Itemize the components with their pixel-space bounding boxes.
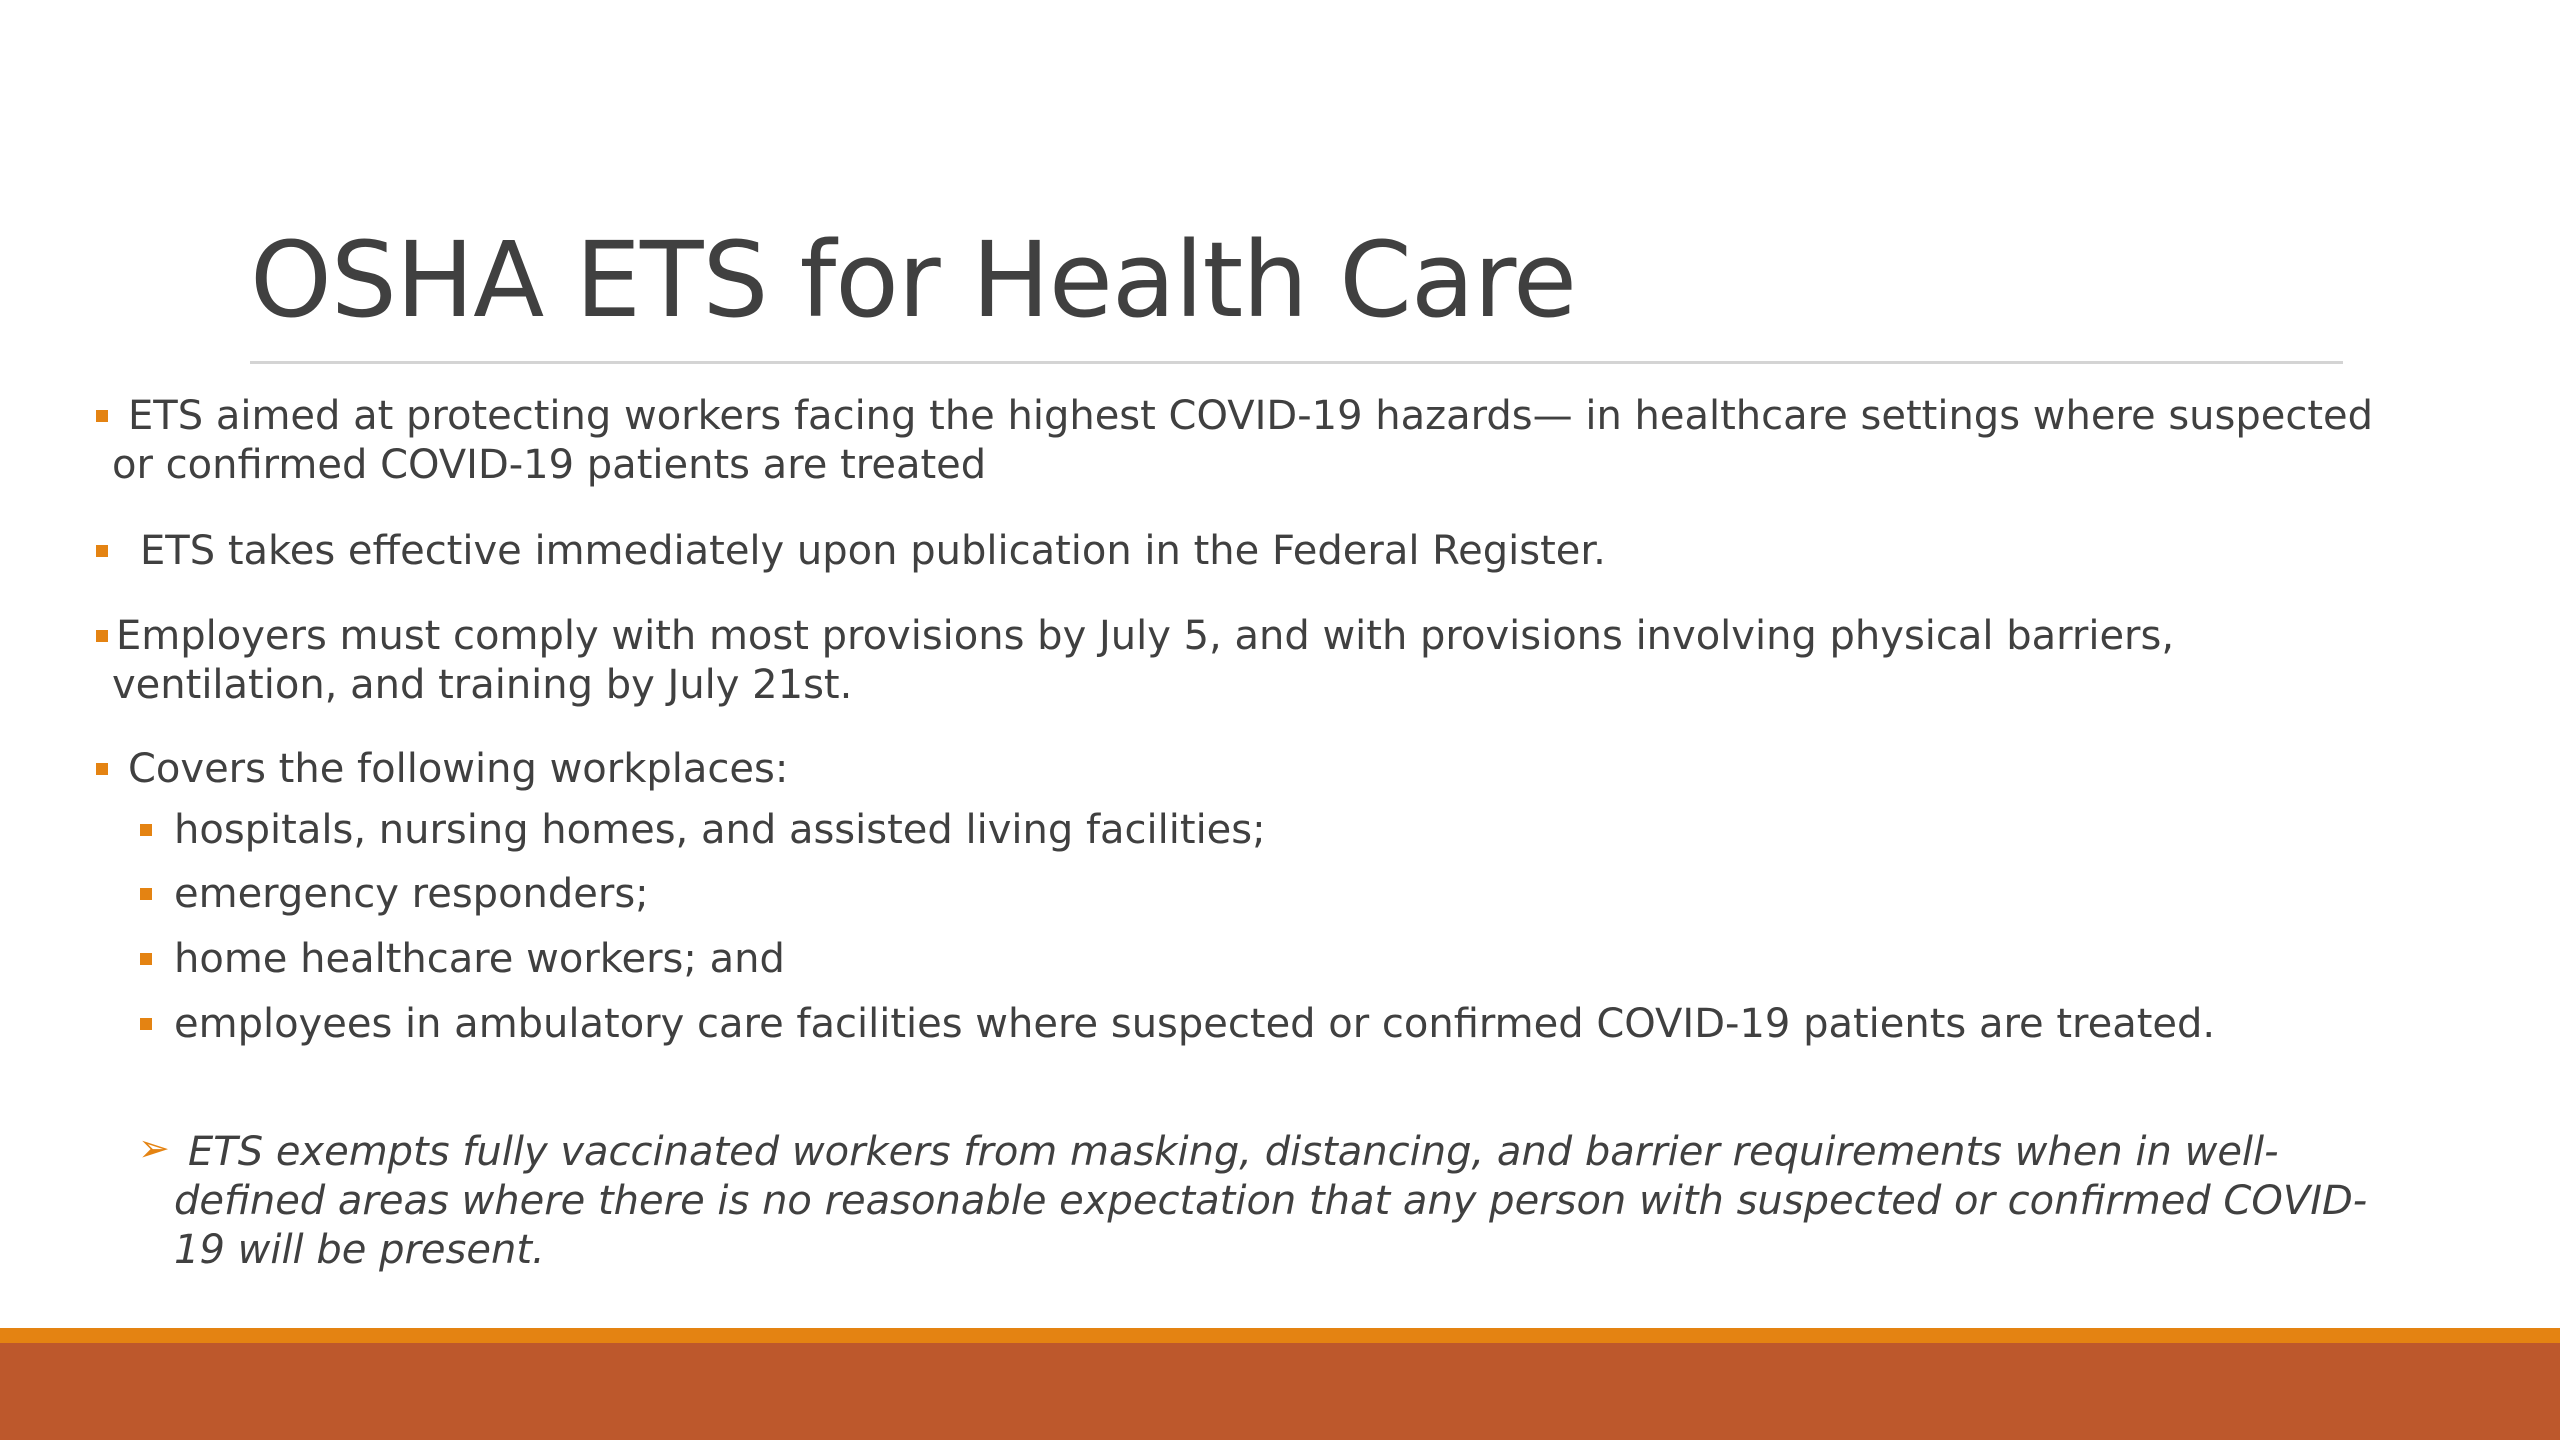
bullet-line: Employers must comply with most provisions by July 5, and with provisions involving physical barriers, (116, 613, 2175, 659)
square-bullet-icon (140, 1018, 152, 1030)
bullet-line: ETS takes effective immediately upon publication in the Federal Register. (140, 528, 1606, 574)
square-bullet-icon (96, 763, 108, 775)
sub-item-text: emergency responders; (174, 871, 649, 917)
bullet-line: ventilation, and training by July 21st. (112, 662, 853, 708)
bullet-line: ETS aimed at protecting workers facing the highest COVID-19 hazards— in healthcare settings where suspected (128, 393, 2374, 439)
square-bullet-icon (96, 410, 108, 422)
square-bullet-icon (96, 630, 108, 642)
sub-item-text: home healthcare workers; and (174, 936, 785, 982)
square-bullet-icon (140, 888, 152, 900)
arrow-bullet-icon: ➢ (138, 1126, 170, 1170)
square-bullet-icon (140, 824, 152, 836)
note-line: defined areas where there is no reasonable expectation that any person with suspected or confirmed COVID- (174, 1178, 2368, 1224)
bullet-line: or confirmed COVID-19 patients are treated (112, 442, 987, 488)
footer-band (0, 1343, 2560, 1440)
square-bullet-icon (140, 953, 152, 965)
title-divider (250, 361, 2343, 364)
footer-accent-band (0, 1328, 2560, 1343)
bullet-line: Covers the following workplaces: (128, 746, 789, 792)
square-bullet-icon (96, 545, 108, 557)
sub-item-text: employees in ambulatory care facilities where suspected or confirmed COVID-19 patients are treated. (174, 1001, 2216, 1047)
note-line: ETS exempts fully vaccinated workers from masking, distancing, and barrier requirements when in well- (188, 1129, 2279, 1175)
slide-title: OSHA ETS for Health Care (250, 219, 1577, 341)
note-line: 19 will be present. (174, 1227, 545, 1273)
sub-item-text: hospitals, nursing homes, and assisted living facilities; (174, 807, 1266, 853)
